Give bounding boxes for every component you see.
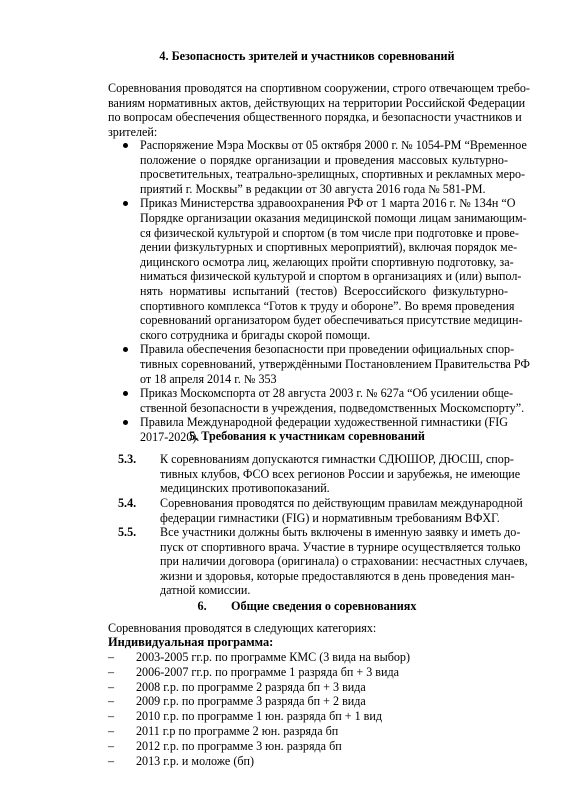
section-6-subtitle: Индивидуальная программа: <box>108 635 274 649</box>
dash-bullet: – <box>108 738 115 753</box>
category-text: 2010 г.р. по программе 1 юн. разряда бп + 1 вид <box>136 709 382 724</box>
bullet-line: ственной безопасности в учреждения, подведомственных Москомспорту”. <box>140 400 525 415</box>
section-5-title: 5. Требования к участникам соревнований <box>189 429 425 443</box>
intro-line: Соревнования проводятся на спортивном сооружении, строго отвечающем требо- <box>108 81 530 95</box>
item-number: 5.5. <box>118 525 137 539</box>
category-text: 2008 г.р. по программе 2 разряда бп + 3 вида <box>136 679 366 694</box>
item-line: жизни и здоровья, которые предоставляются в день проведения ман- <box>160 568 515 583</box>
item-line: федерации гимнастики (FIG) и нормативным требованиям ВФХГ. <box>160 510 500 525</box>
bullet-line: просветительных, театрально-зрелищных, спортивных и рекламных меро- <box>140 167 526 182</box>
dash-bullet: – <box>108 694 115 709</box>
item-line: медицинских противопоказаний. <box>160 481 330 496</box>
item-line: при наличии договора (оригинала) о страховании: несчастных случаев, <box>160 554 528 569</box>
item-line: датной комиссии. <box>160 583 251 598</box>
item-number: 5.4. <box>118 496 137 510</box>
bullet-line: тивных соревнований, утверждёнными Постановлением Правительства РФ <box>140 356 530 371</box>
bullet-line: Правила Международной федерации художественной гимнастики (FIG <box>140 415 508 430</box>
category-item <box>108 709 508 724</box>
intro-line: по вопросам обеспечения общественного порядка, и безопасности участников и <box>108 110 522 125</box>
bullet-icon <box>123 347 128 352</box>
bullet-item <box>108 386 525 415</box>
category-item <box>108 754 508 769</box>
bullet-line: 2017-2020). <box>140 429 200 444</box>
item-line: Соревнования проводятся по действующим правилам международной <box>160 496 523 510</box>
intro-line: ваниям нормативных актов, действующих на территории Российской Федерации <box>108 95 526 110</box>
category-text: 2013 г.р. и моложе (бп) <box>136 753 255 768</box>
category-text: 2012 г.р. по программе 3 юн. разряда бп <box>136 738 342 753</box>
bullet-line: Правила обеспечения безопасности при проведении официальных спор- <box>140 342 515 357</box>
category-text: 2011 г.р по программе 2 юн. разряда бп <box>136 723 339 738</box>
item-line: Все участники должны быть включены в именную заявку и иметь до- <box>160 525 521 539</box>
bullet-line: дении физкультурных и спортивных мероприятий), включая порядок ме- <box>140 240 518 255</box>
category-text: 2009 г.р. по программе 3 разряда бп + 2 вида <box>136 694 366 709</box>
numbered-item <box>108 452 521 496</box>
category-list <box>108 650 508 768</box>
item-line: К соревнованиям допускаются гимнастки СДЮШОР, ДЮСШ, спор- <box>160 452 514 466</box>
bullet-line: дицинского осмотра лиц, желающих пройти спортивную подготовку, за- <box>140 254 514 269</box>
bullet-icon <box>123 143 128 148</box>
bullet-line: спортивного комплекса “Готов к труду и обороне”. Во время проведения <box>140 298 515 313</box>
bullet-line: Распоряжение Мэра Москвы от 05 октября 2000 г. № 1054-РМ “Временное <box>140 138 527 152</box>
section-4-title: 4. Безопасность зрителей и участников соревнований <box>159 49 455 63</box>
dash-bullet: – <box>108 650 115 664</box>
section-4-intro <box>108 81 530 139</box>
section-6-intro: Соревнования проводятся в следующих категориях: <box>108 621 377 635</box>
category-item <box>108 680 508 695</box>
bullet-item <box>108 196 527 342</box>
bullet-line: от 18 апреля 2014 г. № 353 <box>140 371 277 386</box>
dash-bullet: – <box>108 753 115 768</box>
bullet-line: Приказ Москомспорта от 28 августа 2003 г. № 627а “Об усилении обще- <box>140 386 514 401</box>
bullet-icon <box>123 201 128 206</box>
numbered-item <box>108 525 528 598</box>
category-item <box>108 665 508 680</box>
section-4-bullet-list <box>108 138 530 444</box>
numbered-item <box>108 496 523 525</box>
category-text: 2006-2007 гг.р. по программе 1 разряда бп + 3 вида <box>136 664 399 679</box>
category-item <box>108 650 508 665</box>
bullet-line: Порядке организации оказания медицинской помощи лицам занимающим- <box>140 210 527 225</box>
dash-bullet: – <box>108 709 115 724</box>
bullet-line: ниматься физической культурой и спортом в организациях и (или) выпол- <box>140 269 522 284</box>
category-item <box>108 724 508 739</box>
bullet-item <box>108 342 530 386</box>
dash-bullet: – <box>108 723 115 738</box>
bullet-line: ского сотрудника и бригады скорой помощи. <box>140 327 371 342</box>
category-item <box>108 739 508 754</box>
section-6-title: 6. Общие сведения о соревнованиях <box>197 599 417 613</box>
item-line: тивных клубов, ФСО всех регионов России и зарубежья, не имеющие <box>160 466 521 481</box>
bullet-icon <box>123 391 128 396</box>
bullet-line: приятий г. Москвы” в редакции от 30 августа 2016 года № 581-РМ. <box>140 181 486 196</box>
category-item <box>108 694 508 709</box>
bullet-line: положение о порядке организации и проведения массовых культурно- <box>140 152 508 167</box>
intro-line: зрителей: <box>108 124 158 139</box>
item-line: пуск от спортивного врача. Участие в турнире осуществляется только <box>160 539 521 554</box>
item-number: 5.3. <box>118 452 137 466</box>
dash-bullet: – <box>108 664 115 679</box>
bullet-line: ся физической культурой и спортом (в том числе при подготовке и прове- <box>140 225 519 240</box>
bullet-line: соревнований организатором будет обеспечиваться присутствие медицин- <box>140 313 523 328</box>
dash-bullet: – <box>108 679 115 694</box>
category-text: 2003-2005 гг.р. по программе КМС (3 вида на выбор) <box>136 650 410 664</box>
bullet-line: нять нормативы испытаний (тестов) Всероссийского физкультурно- <box>140 283 508 298</box>
bullet-line: Приказ Министерства здравоохранения РФ от 1 марта 2016 г. № 134н “О <box>140 196 516 211</box>
bullet-icon <box>123 420 128 425</box>
bullet-item <box>108 138 527 196</box>
